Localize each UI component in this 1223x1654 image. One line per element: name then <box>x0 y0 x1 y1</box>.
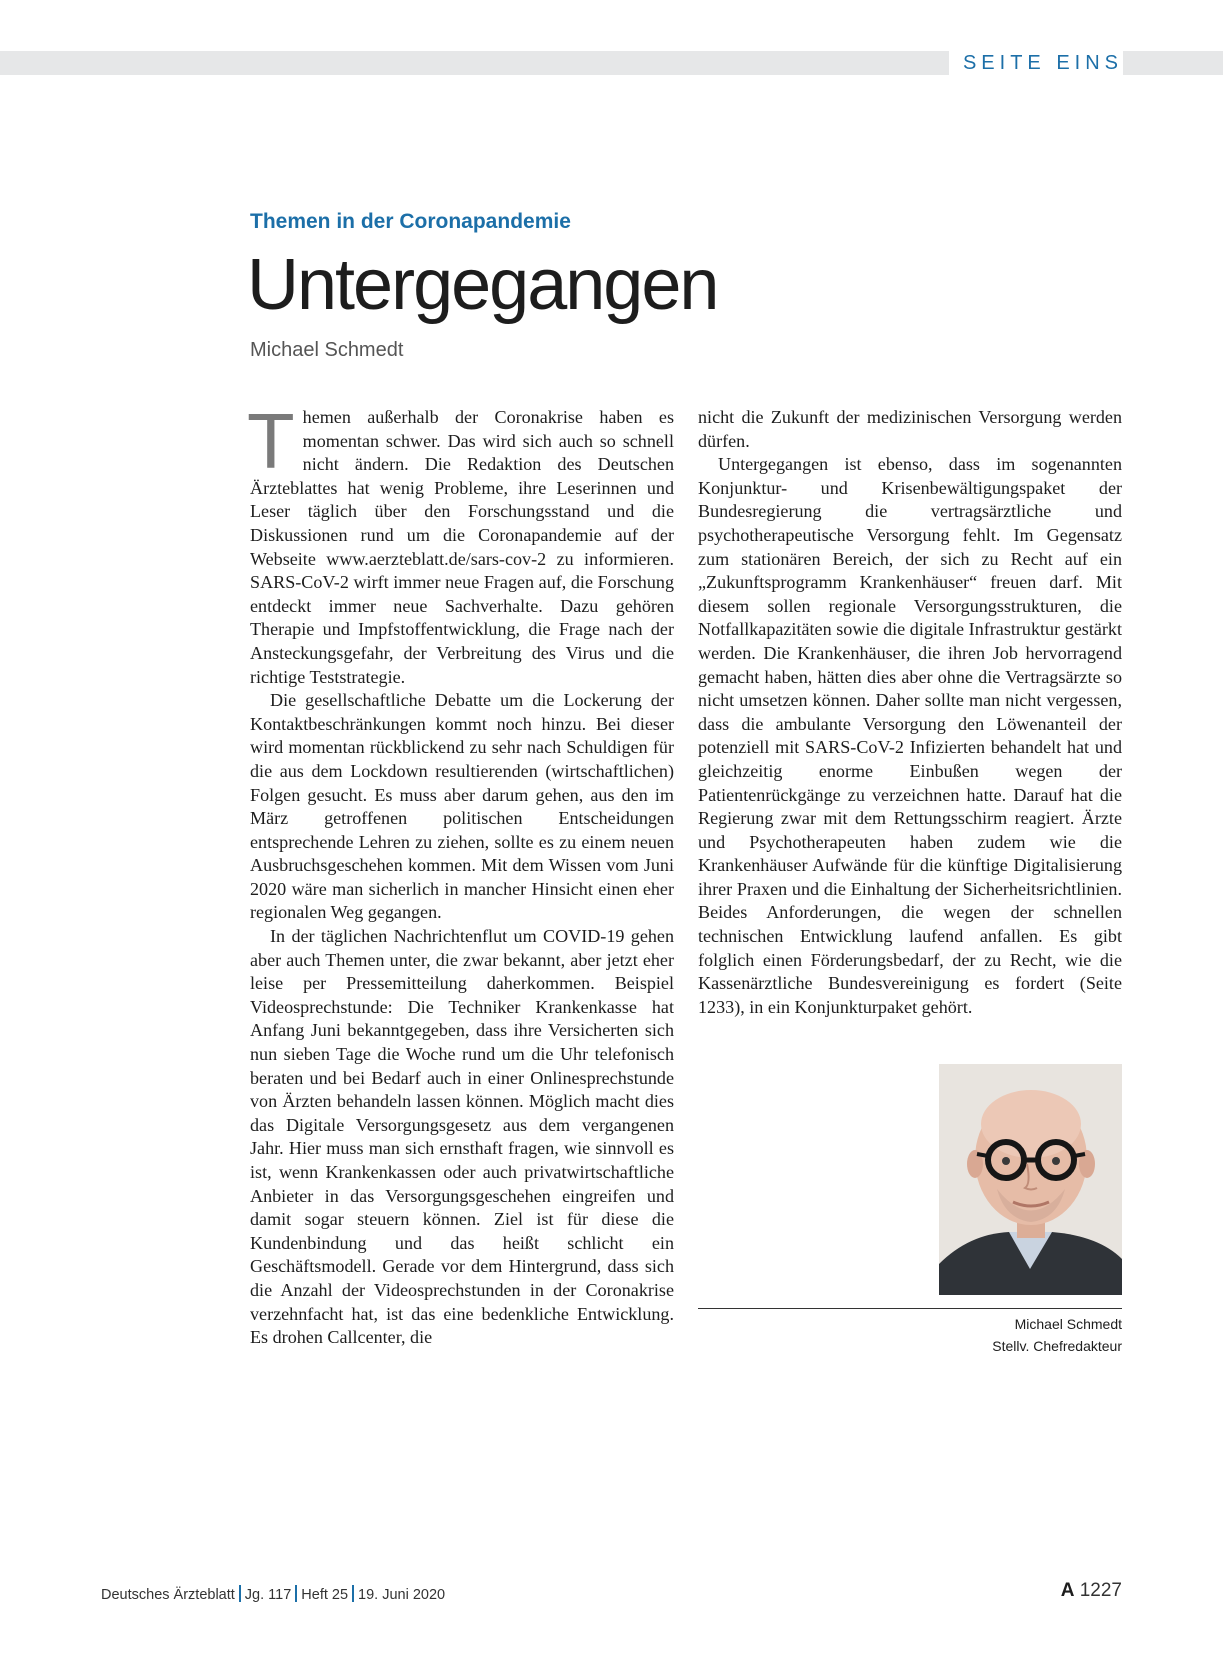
page-prefix: A <box>1060 1580 1075 1601</box>
paragraph: Untergegangen ist ebenso, dass im sogenannten Konjunktur- und Krisenbewältigungspaket der Bundesregierung die vertragsärztliche und psychotherapeutische Versorgung fehlt. Im Gegensatz zum stationären Bereich, der sich zu Recht auf ein „Zukunftsprogramm Krankenhäuser“ freuen darf. Mit diesem sollen regionale Versorgungsstrukturen, die Notfallkapazitäten sowie die digitale Infrastruktur gestärkt werden. Die Krankenhäuser, die ihren Job hervorragend gemacht haben, hätten dies aber ohne die Vertragsärzte so nicht umsetzen können. Daher sollte man nicht vergessen, dass die ambulante Versorgung den Löwenanteil der potenziell mit SARS-CoV-2 Infizierten behandelt hat und gleichzeitig enorme Einbußen wegen der Patientenrückgänge zu verzeichnen hatte. Darauf hat die Regierung zwar mit dem Rettungsschirm reagiert. Ärzte und Psychotherapeuten haben zudem wie die Krankenhäuser Aufwände für die künftige Digitalisierung ihrer Praxen und die Einhaltung der Sicherheitsrichtlinien. Beides Anforderungen, die wegen der schnellen technischen Entwicklung laufend anfallen. Es gibt folglich einen Förderungsbedarf, der zu Recht, wie die Kassenärztliche Bundesvereinigung es fordert (Seite 1233), in ein Konjunkturpaket gehört. <box>698 454 1122 1017</box>
paragraph <box>247 397 674 689</box>
article-headline: Untergegangen <box>247 245 718 325</box>
footer-separator <box>239 1585 241 1602</box>
page-number-value: 1227 <box>1079 1580 1122 1601</box>
photo-caption <box>992 1313 1122 1357</box>
page-number <box>1061 1580 1122 1602</box>
footer-date: 19. Juni 2020 <box>358 1587 446 1603</box>
footer-separator <box>295 1585 297 1602</box>
drop-cap: T <box>247 397 295 485</box>
author-portrait <box>939 1064 1122 1295</box>
paragraph-text: hemen außerhalb der Coronakrise haben es momentan schwer. Das wird sich auch so schnell nicht ändern. Die Redaktion des Deutschen Ärzteblattes hat wenig Probleme, ihre Leserinnen und Leser täglich über den Forschungsstand und die Diskussionen rund um die Coronapandemie auf der Webseite www.aerzteblatt.de/sars-cov-2 zu informieren. SARS-CoV-2 wirft immer neue Fragen auf, die Forschung entdeckt immer neue Sachverhalte. Dazu gehören Therapie und Impfstoffentwicklung, die Frage nach der Ansteckungsgefahr, der Verbreitung des Virus und die richtige Teststrategie. <box>250 407 674 687</box>
footer-citation <box>101 1585 445 1603</box>
portrait-illustration <box>939 1064 1122 1295</box>
article-column-right <box>698 406 1122 1019</box>
footer-volume: Jg. 117 <box>244 1587 292 1603</box>
article-column-left <box>247 397 674 1350</box>
caption-name: Michael Schmedt <box>1014 1316 1122 1332</box>
paragraph: Die gesellschaftliche Debatte um die Lockerung der Kontaktbeschränkungen kommt noch hinzu. Bei dieser wird momentan rückblickend zu sehr nach Schuldigen für die aus dem Lockdown resultierenden (wirtschaftlichen) Folgen gesucht. Es muss aber darum gehen, aus den im März getroffenen politischen Entscheidungen entsprechende Lehren zu ziehen, sollte es zu einem neuen Ausbruchsgeschehen kommen. Mit dem Wissen vom Juni 2020 wäre man sicherlich in mancher Hinsicht einen eher regionalen Weg gegangen. <box>250 690 674 923</box>
footer-separator <box>352 1585 354 1602</box>
section-label: SEITE EINS <box>949 49 1123 77</box>
footer-journal: Deutsches Ärzteblatt <box>101 1587 235 1603</box>
article-author: Michael Schmedt <box>250 339 404 361</box>
article-kicker: Themen in der Coronapandemie <box>250 210 571 233</box>
caption-divider <box>698 1308 1122 1309</box>
paragraph: nicht die Zukunft der medizinischen Versorgung werden dürfen. <box>698 407 1122 451</box>
footer-issue: Heft 25 <box>301 1587 349 1603</box>
paragraph: In der täglichen Nachrichtenflut um COVID-19 gehen aber auch Themen unter, die zwar bekannt, aber jetzt eher leise per Pressemitteilung daherkommen. Beispiel Videosprechstunde: Die Techniker Krankenkasse hat Anfang Juni bekanntgegeben, dass ihre Versicherten sich nun sieben Tage die Woche rund um die Uhr telefonisch beraten und bei Bedarf auch in einer Onlinesprechstunde von Ärzten behandeln lassen können. Möglich macht dies das Digitale Versorgungsgesetz aus dem vergangenen Jahr. Hier muss man sich ernsthaft fragen, wie sinnvoll es ist, wenn Krankenkassen oder auch privatwirtschaftliche Anbieter in das Versorgungsgeschehen eingreifen und damit sogar steuern können. Ziel ist für diese die Kundenbindung und das heißt schlicht ein Geschäftsmodell. Gerade vor dem Hintergrund, dass sich die Anzahl der Videosprechstunden in der Coronakrise verzehnfacht hat, ist das eine bedenkliche Entwicklung. Es drohen Callcenter, die <box>250 926 674 1348</box>
caption-role: Stellv. Chefredakteur <box>992 1338 1122 1354</box>
